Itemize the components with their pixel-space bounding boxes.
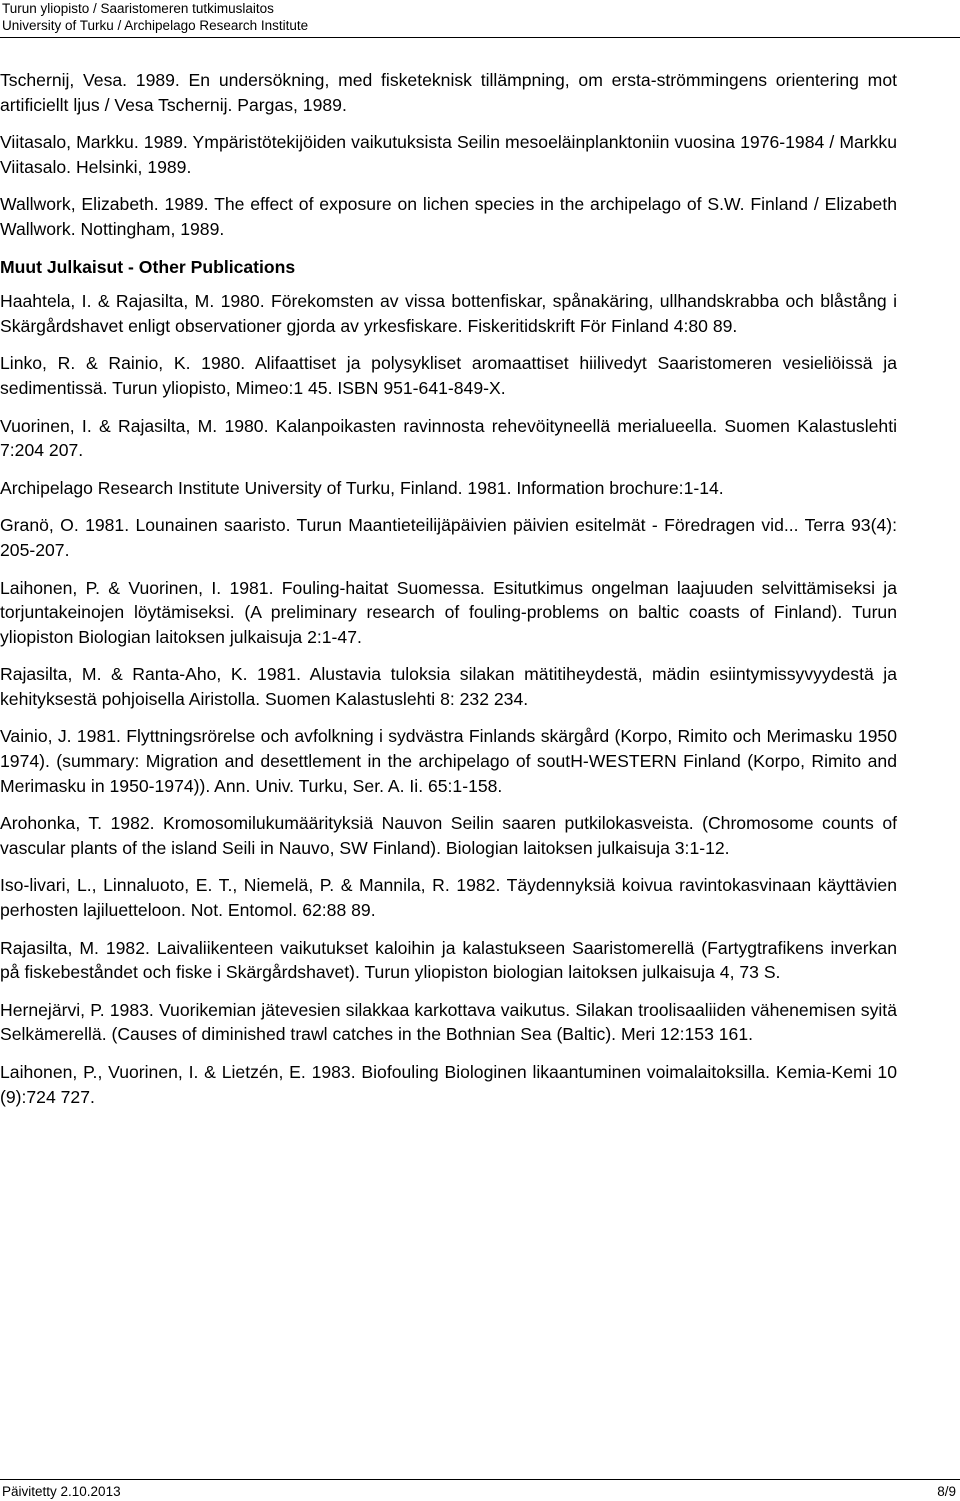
publication-entry: Viitasalo, Markku. 1989. Ympäristötekijöiden vaikutuksista Seilin mesoeläinplanktoniin vuosina 1976-1984 / Markku Viitasalo. Helsinki, 1989.	[0, 132, 897, 177]
publication-entry: Linko, R. & Rainio, K. 1980. Alifaattiset ja polysykliset aromaattiset hiilivedyt Saaristomeren vesieliöissä ja sedimentissä. Turun yliopisto, Mimeo:1 45. ISBN 951-641-849-X.	[0, 353, 897, 398]
publication-entry: Vuorinen, I. & Rajasilta, M. 1980. Kalanpoikasten ravinnosta rehevöityneellä merialueella. Suomen Kalastuslehti 7:204 207.	[0, 415, 897, 461]
updated-date: Päivitetty 2.10.2013	[2, 1484, 121, 1499]
publication-entry: Wallwork, Elizabeth. 1989. The effect of exposure on lichen species in the archipelago of S.W. Finland / Elizabeth Wallwork. Nottingham, 1989.	[0, 194, 897, 239]
publication-entry: Laihonen, P., Vuorinen, I. & Lietzén, E. 1983. Biofouling Biologinen likaantuminen voimalaitoksilla. Kemia-Kemi 10 (9):724 727.	[0, 1062, 897, 1107]
publication-entry: Haahtela, I. & Rajasilta, M. 1980. Förekomsten av vissa bottenfiskar, spånakäring, ullhandskrabba och blåstång i Skärgårdshavet enligt observationer gjorda av yrkesfiskare. Fiskeritidskrift För Finland 4:80 89.	[0, 291, 897, 336]
publication-entry: Rajasilta, M. 1982. Laivaliikenteen vaikutukset kaloihin ja kalastukseen Saaristomerellä (Fartygtrafikens inverkan på fiskebeståndet och fiske i Skärgårdshavet). Turun yliopiston biologian laitoksen julkaisuja 4, 73 S.	[0, 937, 897, 983]
publication-entry: Rajasilta, M. & Ranta-Aho, K. 1981. Alustavia tuloksia silakan mätitiheydestä, mädin esiintymissyvyydestä ja kehityksestä pohjoisella Airistolla. Suomen Kalastuslehti 8: 232 234.	[0, 664, 897, 709]
publication-list	[0, 68, 897, 1122]
page-footer	[0, 1479, 960, 1501]
section-heading: Muut Julkaisut - Other Publications	[0, 256, 296, 277]
page-header	[0, 0, 960, 38]
publication-entry: Arohonka, T. 1982. Kromosomilukumäärityksiä Nauvon Seilin saaren putkilokasveista. (Chromosome counts of vascular plants of the island Seili in Nauvo, SW Finland). Biologian laitoksen julkaisuja 3:1-12.	[0, 813, 897, 858]
publication-entry: Granö, O. 1981. Lounainen saaristo. Turun Maantieteilijäpäivien päivien esitelmät - Föredragen vid... Terra 93(4): 205-207.	[0, 515, 897, 560]
header-institution-english: University of Turku / Archipelago Research Institute	[2, 18, 309, 33]
page-number: 8/9	[937, 1484, 956, 1499]
publication-entry: Archipelago Research Institute University of Turku, Finland. 1981. Information brochure:1-14.	[0, 477, 724, 498]
publication-entry: Vainio, J. 1981. Flyttningsrörelse och avfolkning i sydvästra Finlands skärgård (Korpo, Rimito och Merimasku 1950 1974). (summary: Migration and desettlement in the archipelago of soutH-WESTERN Finland (Korpo, Rimito and Merimasku in 1950-1974)). Ann. Univ. Turku, Ser. A. Ii. 65:1-158.	[0, 726, 897, 796]
publication-entry: Iso-livari, L., Linnaluoto, E. T., Niemelä, P. & Mannila, R. 1982. Täydennyksiä koivua ravintokasvinaan käyttävien perhosten lajiluetteloon. Not. Entomol. 62:88 89.	[0, 875, 897, 921]
publication-entry: Laihonen, P. & Vuorinen, I. 1981. Fouling-haitat Suomessa. Esitutkimus ongelman laajuuden selvittämiseksi ja torjuntakeinojen löytämiseksi. (A preliminary research of fouling-problems on baltic coasts of Finland). Turun yliopiston Biologian laitoksen julkaisuja 2:1-47.	[0, 577, 897, 647]
header-institution-finnish: Turun yliopisto / Saaristomeren tutkimuslaitos	[2, 1, 274, 16]
publication-entry: Hernejärvi, P. 1983. Vuorikemian jätevesien silakkaa karkottava vaikutus. Silakan troolisaaliiden vähenemisen syitä Selkämerellä. (Causes of diminished trawl catches in the Bothnian Sea (Baltic). Meri 12:153 161.	[0, 999, 897, 1045]
publication-entry: Tschernij, Vesa. 1989. En undersökning, med fisketeknisk tillämpning, om ersta-strömmingens orientering mot artificiellt ljus / Vesa Tschernij. Pargas, 1989.	[0, 70, 897, 115]
